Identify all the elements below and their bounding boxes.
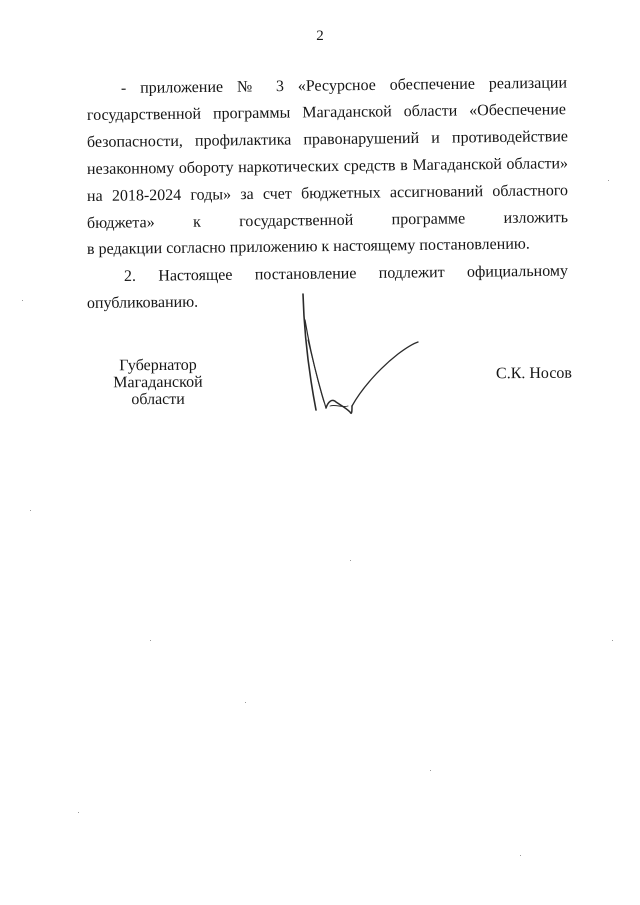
speck — [22, 300, 23, 301]
speck — [608, 180, 609, 181]
speck — [245, 702, 246, 703]
text-line-5: на 2018-2024 годы» за счет бюджетных ассигнований областного — [86, 182, 569, 205]
speck — [30, 510, 31, 511]
speck — [78, 812, 79, 813]
text-line-1: - приложение № 3 «Ресурсное обеспечение реализации — [120, 74, 568, 97]
governor-name: С.К. Носов — [495, 364, 573, 383]
text-line-3: безопасности, профилактика правонарушений и противодействие — [86, 128, 569, 151]
signature — [290, 290, 430, 425]
page-number: 2 — [316, 28, 324, 44]
speck — [150, 640, 151, 641]
speck — [612, 640, 613, 641]
speck — [350, 560, 351, 561]
text-line-9: опубликованию. — [86, 293, 199, 312]
speck — [430, 770, 431, 771]
text-line-7: в редакции согласно приложению к настоящему постановлению. — [86, 235, 530, 258]
speck — [520, 855, 521, 856]
text-line-8: 2. Настоящее постановление подлежит официальному — [123, 262, 569, 285]
text-line-2: государственной программы Магаданской области «Обеспечение — [86, 101, 567, 124]
text-line-4: незаконному обороту наркотических средств в Магаданской области» — [86, 155, 569, 178]
governor-title-line-2: Магаданской области — [113, 373, 203, 409]
governor-title-line-1: Губернатор — [119, 356, 197, 375]
text-line-6: бюджета» к государственной программе изложить — [86, 209, 569, 232]
